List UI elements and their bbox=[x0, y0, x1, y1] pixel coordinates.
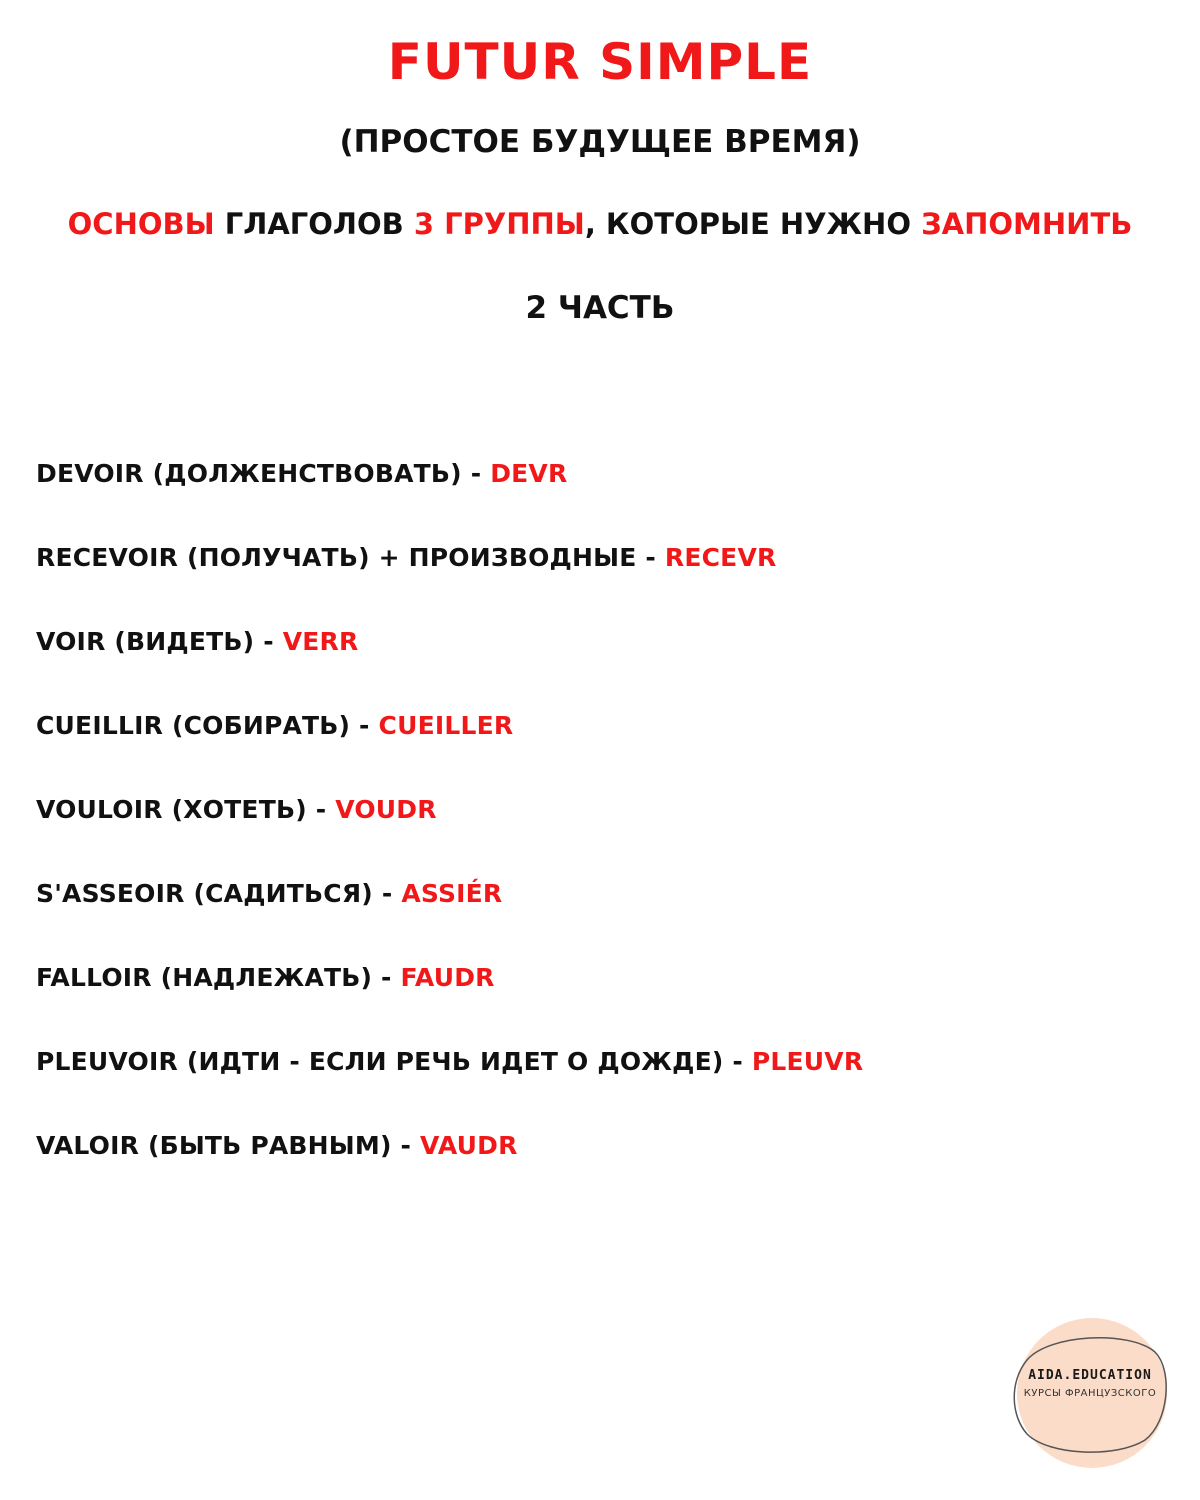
heading-word-osnovy: ОСНОВЫ bbox=[67, 207, 215, 241]
badge-brand-name: AIDA.EDUCATION bbox=[1028, 1368, 1152, 1383]
verb-row bbox=[36, 452, 863, 536]
verb-stem: ASSIÉR bbox=[401, 879, 503, 908]
verb-stem: FAUDR bbox=[400, 963, 495, 992]
heading-word-glagolov: ГЛАГОЛОВ bbox=[214, 207, 414, 241]
heading-word-zapomnit: ЗАПОМНИТЬ bbox=[921, 207, 1133, 241]
verb-stem: VOUDR bbox=[335, 795, 437, 824]
heading-word-group: 3 ГРУППЫ bbox=[413, 207, 585, 241]
verb-row bbox=[36, 872, 863, 956]
section-heading bbox=[0, 202, 1200, 246]
page-subtitle: (ПРОСТОЕ БУДУЩЕЕ ВРЕМЯ) bbox=[339, 124, 861, 160]
verb-row bbox=[36, 1124, 863, 1208]
verb-stem: VERR bbox=[282, 627, 359, 656]
heading-word-kotorye: , КОТОРЫЕ НУЖНО bbox=[584, 207, 922, 241]
part-label: 2 ЧАСТЬ bbox=[525, 290, 675, 326]
verb-text: VOIR (ВИДЕТЬ) - bbox=[36, 627, 283, 656]
verb-row bbox=[36, 620, 863, 704]
verb-row bbox=[36, 536, 863, 620]
verb-text: DEVOIR (ДОЛЖЕНСТВОВАТЬ) - bbox=[36, 459, 491, 488]
verb-row bbox=[36, 704, 863, 788]
verb-text: CUEILLIR (СОБИРАТЬ) - bbox=[36, 711, 379, 740]
verb-text: PLEUVOIR (ИДТИ - ЕСЛИ РЕЧЬ ИДЕТ О ДОЖДЕ) - bbox=[36, 1047, 752, 1076]
verb-row bbox=[36, 956, 863, 1040]
verb-text: VOULOIR (ХОТЕТЬ) - bbox=[36, 795, 336, 824]
verb-stem: DEVR bbox=[490, 459, 568, 488]
verb-stem: CUEILLER bbox=[378, 711, 514, 740]
badge-tagline: КУРСЫ ФРАНЦУЗСКОГО bbox=[1023, 1388, 1157, 1399]
verb-text: FALLOIR (НАДЛЕЖАТЬ) - bbox=[36, 963, 401, 992]
verb-stem: VAUDR bbox=[419, 1131, 518, 1160]
verb-text: S'ASSEOIR (САДИТЬСЯ) - bbox=[36, 879, 402, 908]
verb-row bbox=[36, 1040, 863, 1124]
page-title: FUTUR SIMPLE bbox=[387, 33, 813, 91]
verb-stem: RECEVR bbox=[664, 543, 777, 572]
verb-list bbox=[36, 452, 863, 1208]
verb-stem: PLEUVR bbox=[751, 1047, 864, 1076]
verb-text: VALOIR (БЫТЬ РАВНЫМ) - bbox=[36, 1131, 420, 1160]
verb-text: RECEVOIR (ПОЛУЧАТЬ) + ПРОИЗВОДНЫЕ - bbox=[36, 543, 665, 572]
verb-row bbox=[36, 788, 863, 872]
brand-badge bbox=[1005, 1318, 1175, 1468]
